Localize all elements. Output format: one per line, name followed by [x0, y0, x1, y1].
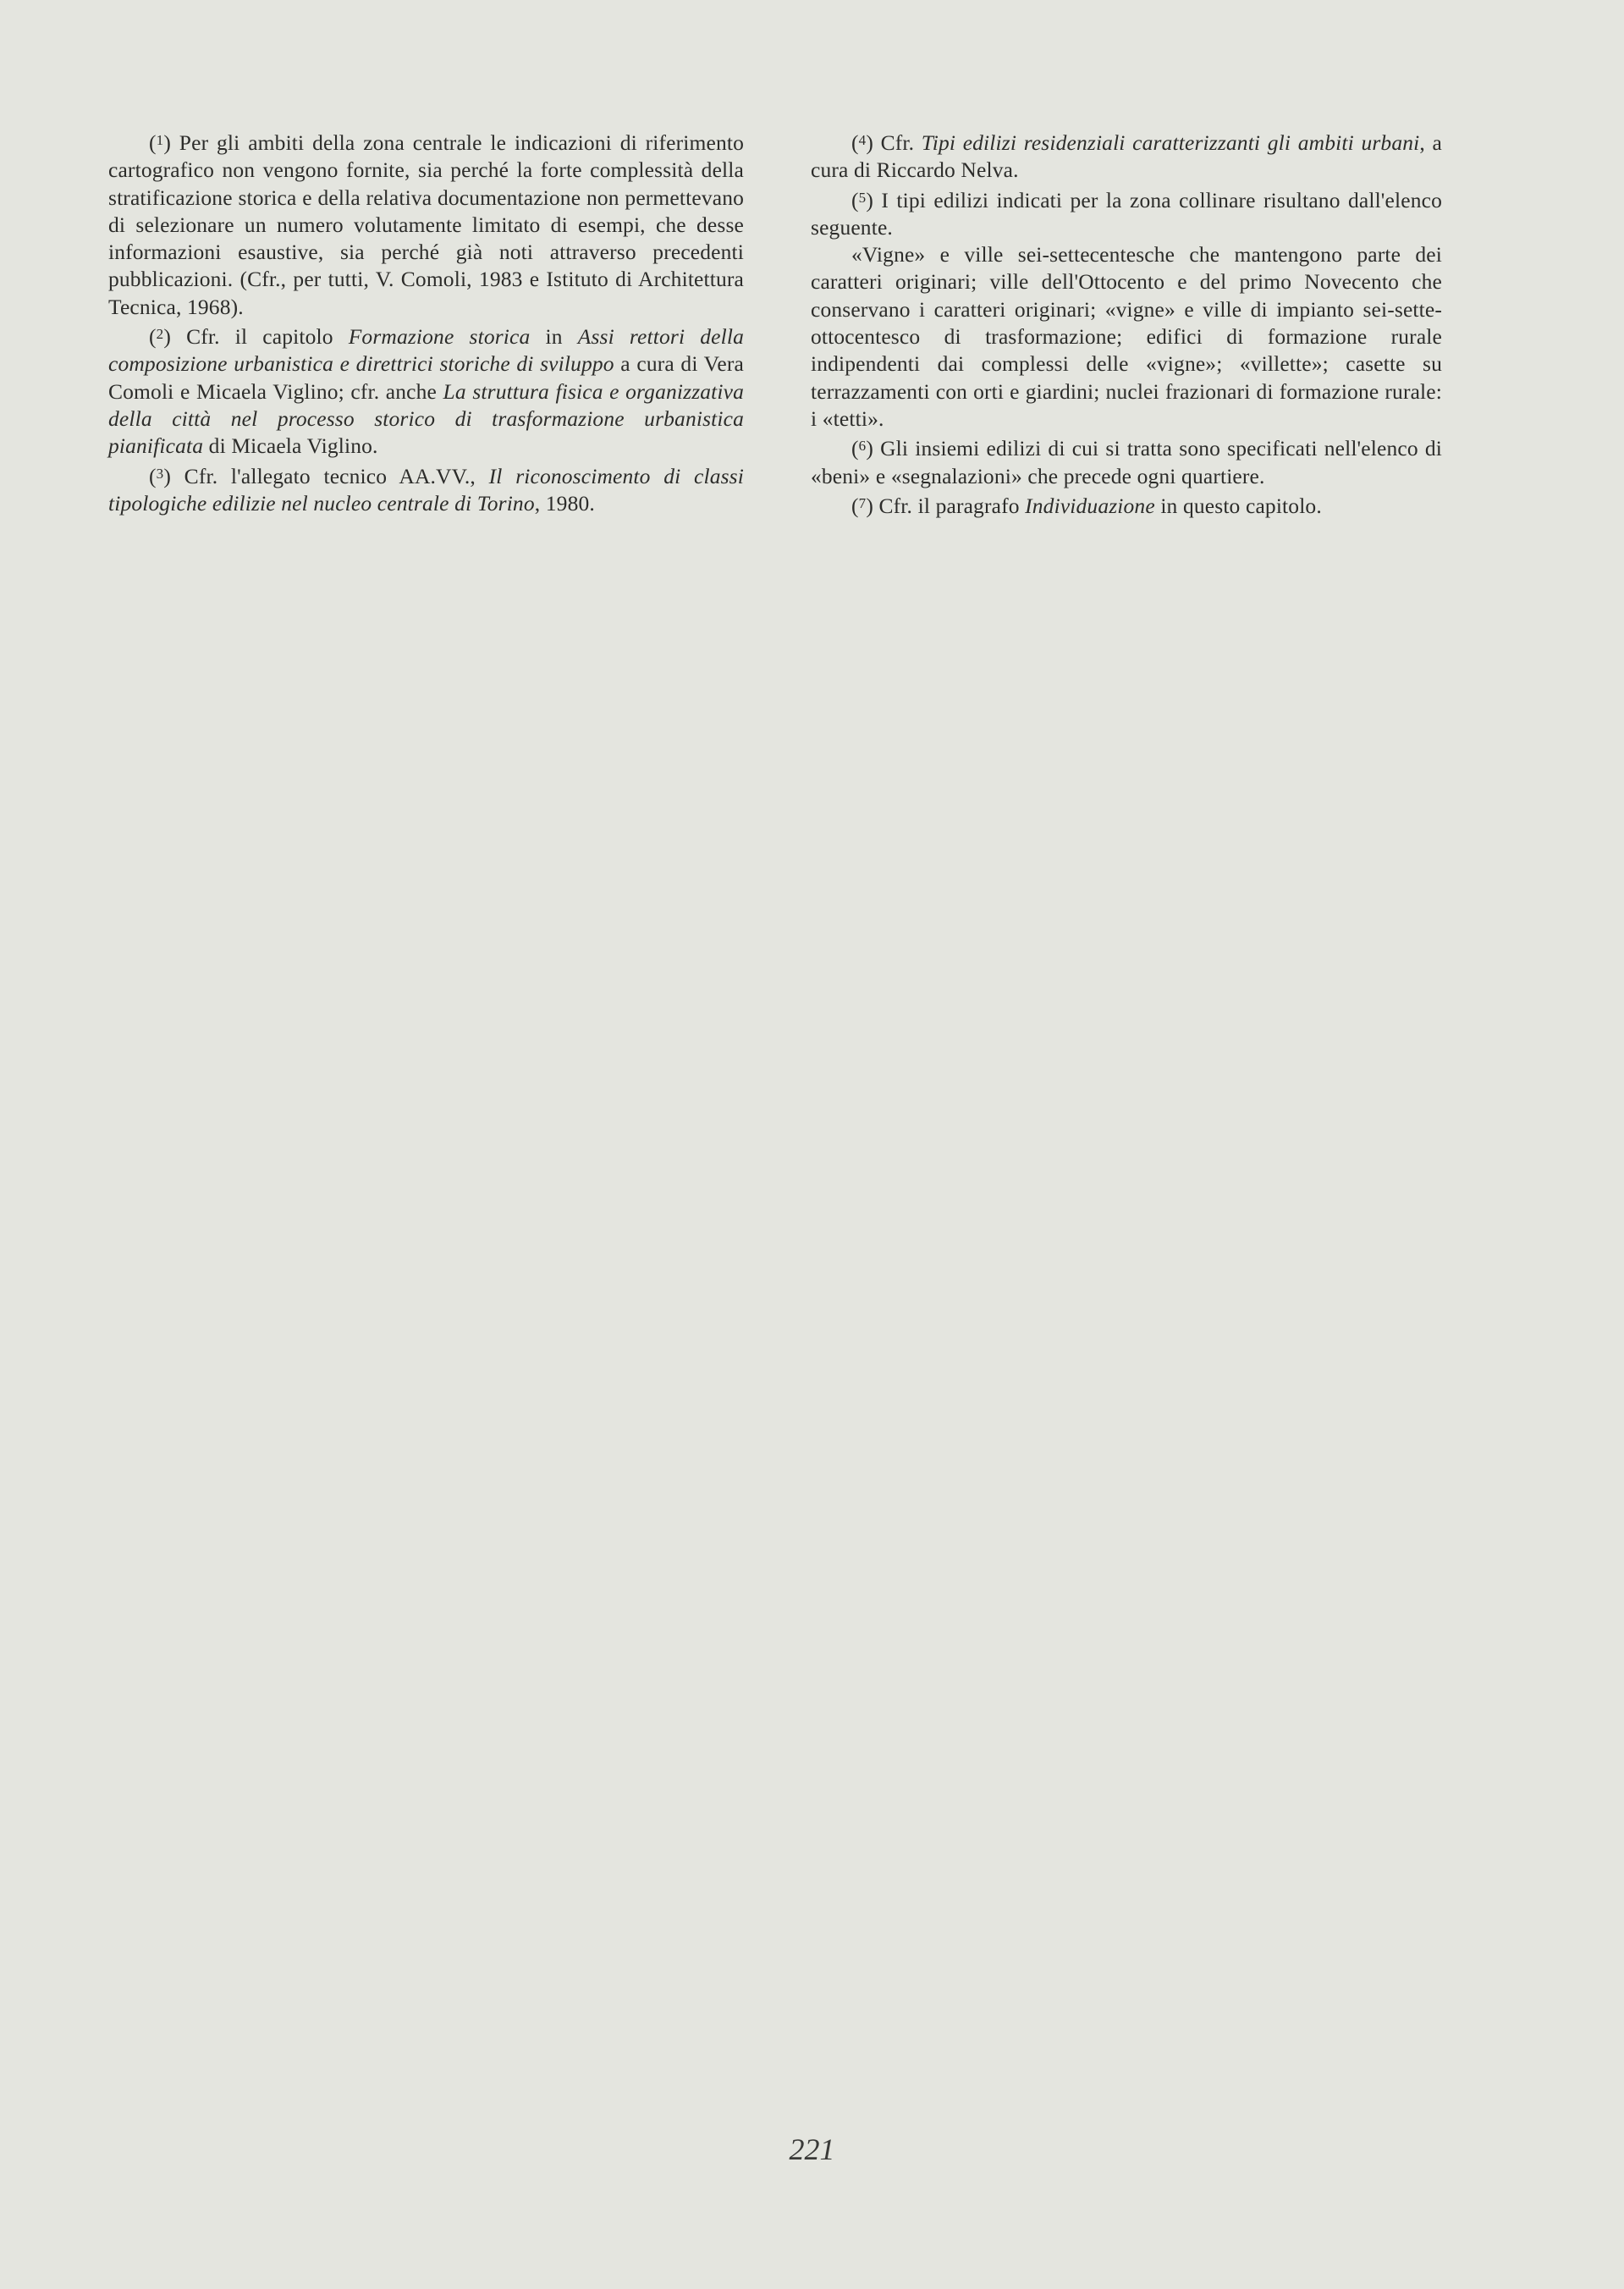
footnote-text: , a cura di Riccardo Nelva. [811, 130, 1442, 183]
footnote [108, 127, 744, 321]
footnote [108, 321, 744, 460]
footnote [108, 461, 744, 518]
footnote [811, 433, 1442, 490]
footnote-text: di Micaela Viglino. [203, 433, 378, 459]
footnote-title: Individuazione [1025, 493, 1155, 518]
footnote-text: Cfr. il capitolo [186, 324, 349, 350]
footnote-text: Gli insiemi edilizi di cui si tratta sono specificati nell'elenco di «beni» e «segnalazioni» che precede ogni quartiere. [811, 436, 1443, 488]
footnote-title: Assi rettori della composizione urbanistica e direttrici storiche di sviluppo [108, 324, 745, 377]
footnote-text: a cura di Vera Comoli e Micaela Viglino; cfr. anche [108, 351, 744, 404]
footnote-marker: ($^5$) [851, 187, 873, 212]
footnote-marker: ($^2$) [149, 324, 171, 350]
footnote-marker: ($^7$) [851, 493, 873, 518]
footnote-text: I tipi edilizi indicati per la zona collinare risultano dall'elenco seguente. [811, 187, 1442, 240]
footnote-marker: ($^3$) [149, 463, 171, 488]
footnote [811, 127, 1442, 185]
footnote-text: , 1980. [534, 490, 595, 516]
footnotes-left-column [108, 127, 744, 517]
footnote-marker: ($^1$) [149, 130, 171, 155]
footnote [811, 490, 1442, 520]
footnote-continuation [811, 241, 1442, 433]
footnote-title: Il riconoscimento di classi tipologiche edilizie nel nucleo centrale di Torino [108, 463, 744, 516]
footnote-marker: ($^4$) [851, 130, 873, 155]
footnote-marker: ($^6$) [851, 436, 873, 461]
footnote-title: Formazione storica [348, 324, 531, 350]
footnote-title: La struttura fisica e organizzativa della città nel processo storico di trasformazione urbanistica pianificata [108, 378, 745, 459]
footnote-text: Cfr. [880, 130, 922, 155]
page-number: 221 [789, 2132, 835, 2166]
footnote-title: Tipi edilizi residenziali caratterizzanti gli ambiti urbani [921, 130, 1420, 155]
footnote-text: in [530, 324, 578, 350]
footnote [811, 185, 1442, 242]
footnote-text: Per gli ambiti della zona centrale le indicazioni di riferimento cartografico non vengono fornite, sia perché la forte complessità della stratificazione storica e della relativa documentazione non permettevano di selezionare un numero volutamente limitato di esempi, che desse informazioni esaustive, sia perché già noti attraverso precedenti pubblicazioni. (Cfr., per tutti, V. Comoli, 1983 e Istituto di Architettura Tecnica, 1968). [108, 130, 744, 319]
footnotes-right-column [811, 127, 1442, 520]
footnote-text: «Vigne» e ville sei-settecentesche che mantengono parte dei caratteri originari; ville dell'Ottocento e del primo Novecento che conservano i caratteri originari; «vigne» e ville di impianto sei-sette-ottocentesco di trasformazione; edifici di formazione rurale indipendenti dai complessi delle «vigne»; «villette»; casette su terrazzamenti con orti e giardini; nuclei frazionari di formazione rurale: i «tetti». [811, 242, 1442, 431]
footnote-text: Cfr. l'allegato tecnico AA.VV., [184, 463, 489, 488]
footnote-text: in questo capitolo. [1154, 493, 1322, 518]
footnote-text: Cfr. il paragrafo [878, 493, 1026, 518]
